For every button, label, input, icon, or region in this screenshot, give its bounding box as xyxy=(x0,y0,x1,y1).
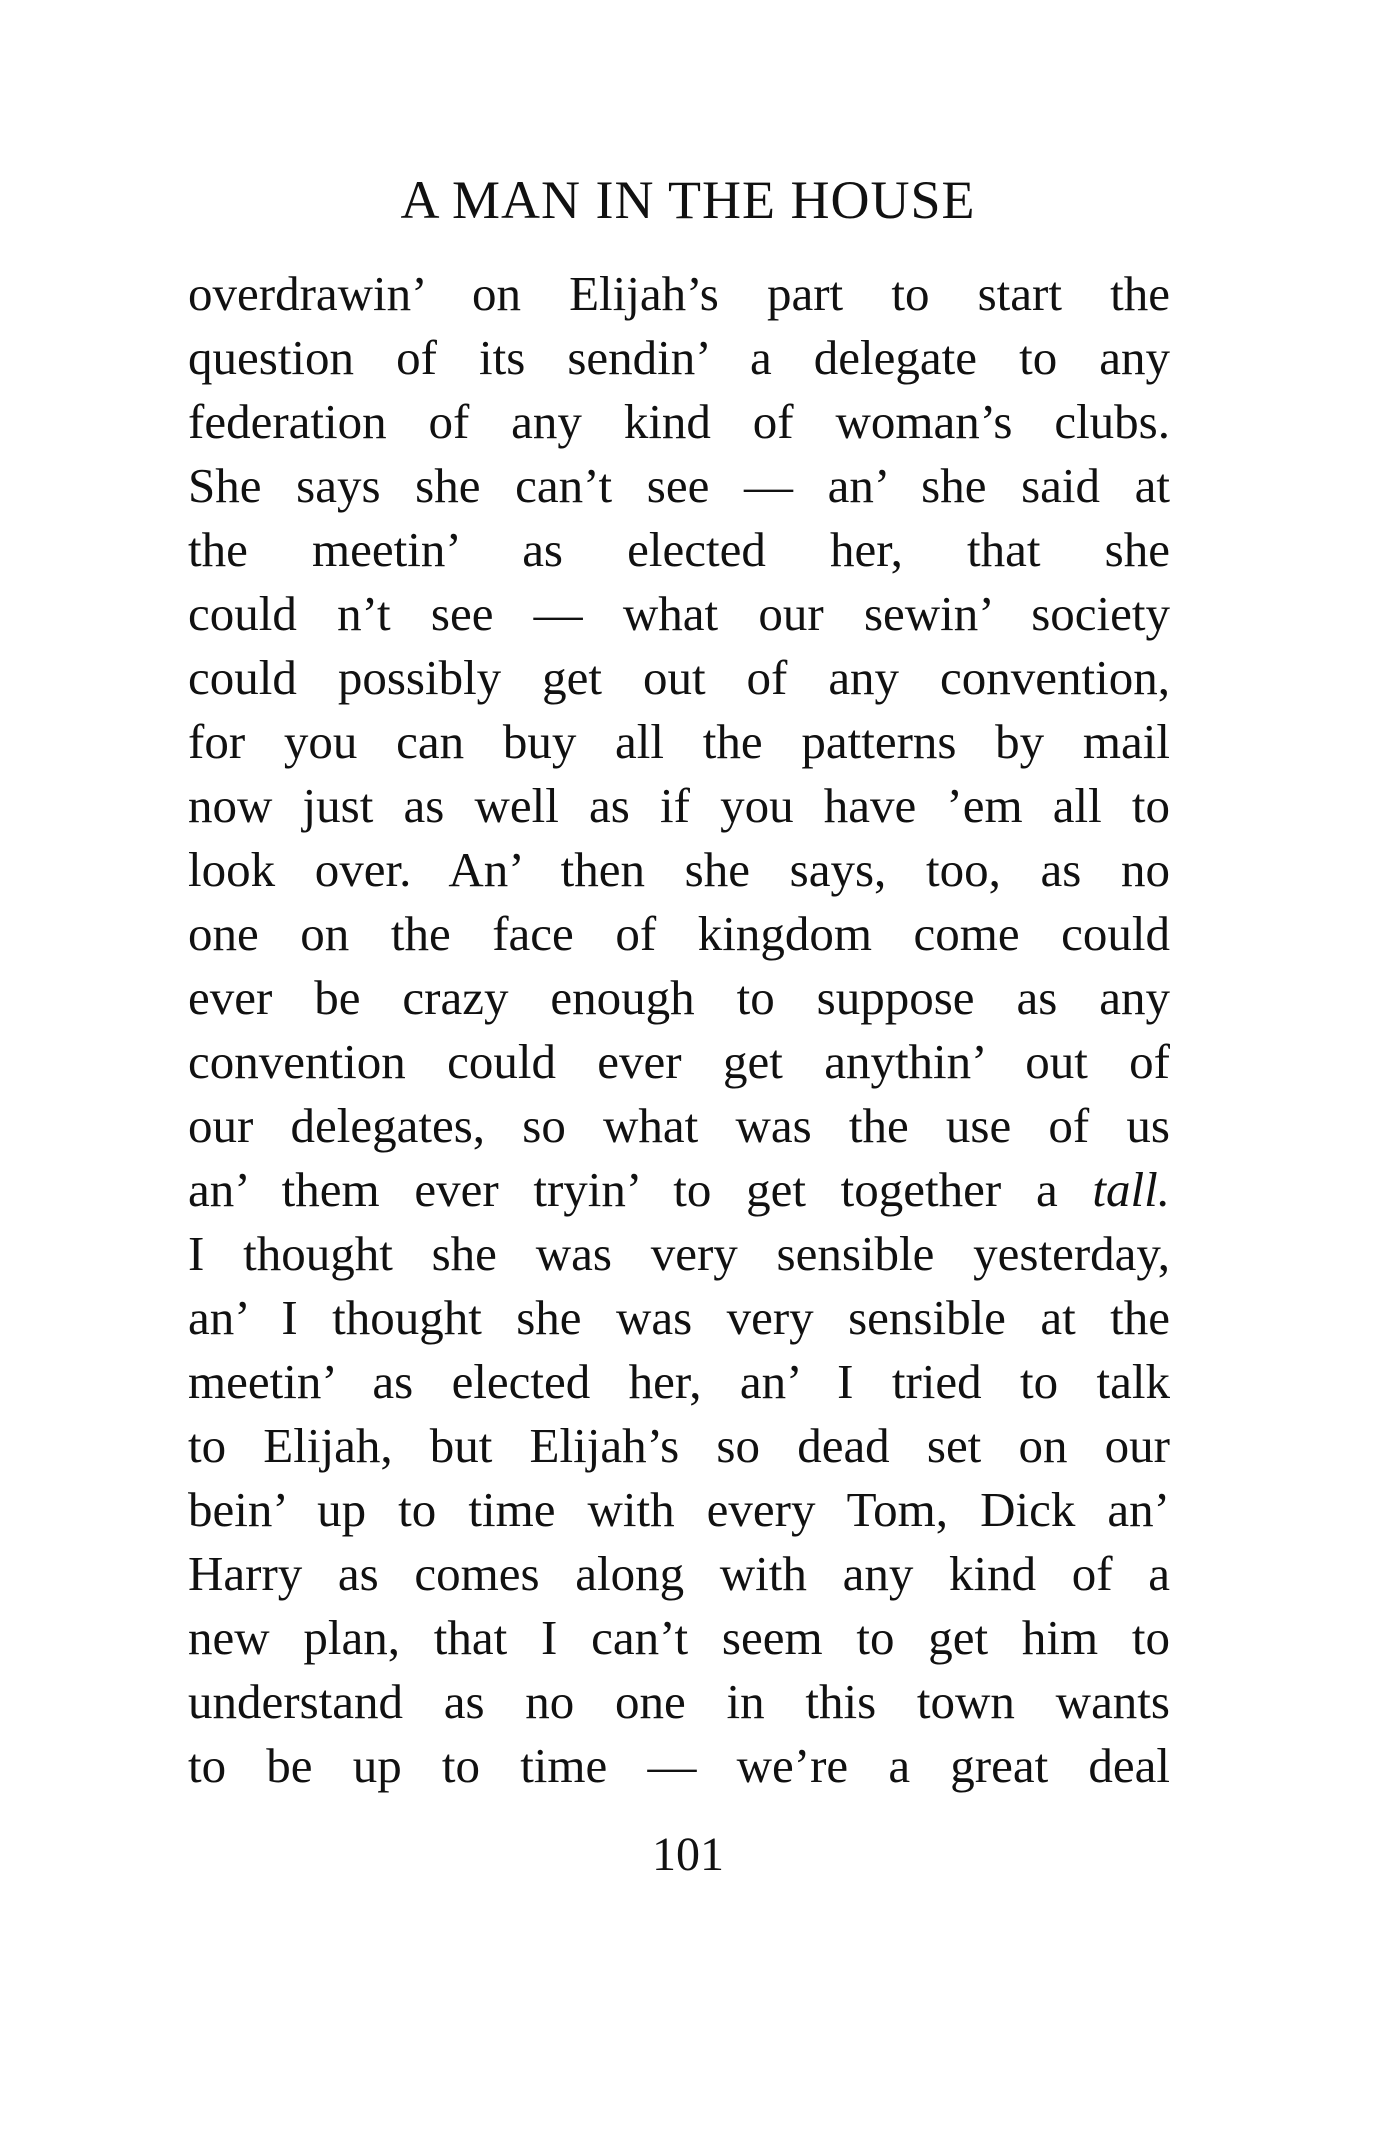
text-line: our delegates, so what was the use of us xyxy=(188,1098,1170,1153)
text-line: She says she can’t see — an’ she said at xyxy=(188,458,1170,513)
text-line: I thought she was very sensible yesterday, xyxy=(188,1226,1170,1281)
text-line: question of its sendin’ a delegate to any xyxy=(188,330,1170,385)
text-line: the meetin’ as elected her, that she xyxy=(188,522,1170,577)
text-line: new plan, that I can’t seem to get him to xyxy=(188,1610,1170,1665)
text-line: one on the face of kingdom come could xyxy=(188,906,1170,961)
page-number: 101 xyxy=(652,1828,724,1881)
text-line: Harry as comes along with any kind of a xyxy=(188,1546,1170,1601)
text-line: convention could ever get anythin’ out of xyxy=(188,1034,1170,1089)
text-line: an’ them ever tryin’ to get together a tall. xyxy=(188,1162,1170,1217)
text-line: for you can buy all the patterns by mail xyxy=(188,714,1170,769)
text-line: could n’t see — what our sewin’ society xyxy=(188,586,1170,641)
body-text xyxy=(188,262,1170,1798)
text-line: federation of any kind of woman’s clubs. xyxy=(188,394,1170,449)
text-line: ever be crazy enough to suppose as any xyxy=(188,970,1170,1025)
text-line: understand as no one in this town wants xyxy=(188,1674,1170,1729)
text-line: overdrawin’ on Elijah’s part to start the xyxy=(188,266,1170,321)
text-line: now just as well as if you have ’em all to xyxy=(188,778,1170,833)
text-line: an’ I thought she was very sensible at the xyxy=(188,1290,1170,1345)
text-line: to Elijah, but Elijah’s so dead set on our xyxy=(188,1418,1170,1473)
text-line: to be up to time — we’re a great deal xyxy=(188,1738,1170,1793)
text-line: look over. An’ then she says, too, as no xyxy=(188,842,1170,897)
running-head: A MAN IN THE HOUSE xyxy=(400,170,976,230)
text-line: meetin’ as elected her, an’ I tried to talk xyxy=(188,1354,1170,1409)
text-line: bein’ up to time with every Tom, Dick an’ xyxy=(188,1482,1170,1537)
text-line: could possibly get out of any convention, xyxy=(188,650,1170,705)
